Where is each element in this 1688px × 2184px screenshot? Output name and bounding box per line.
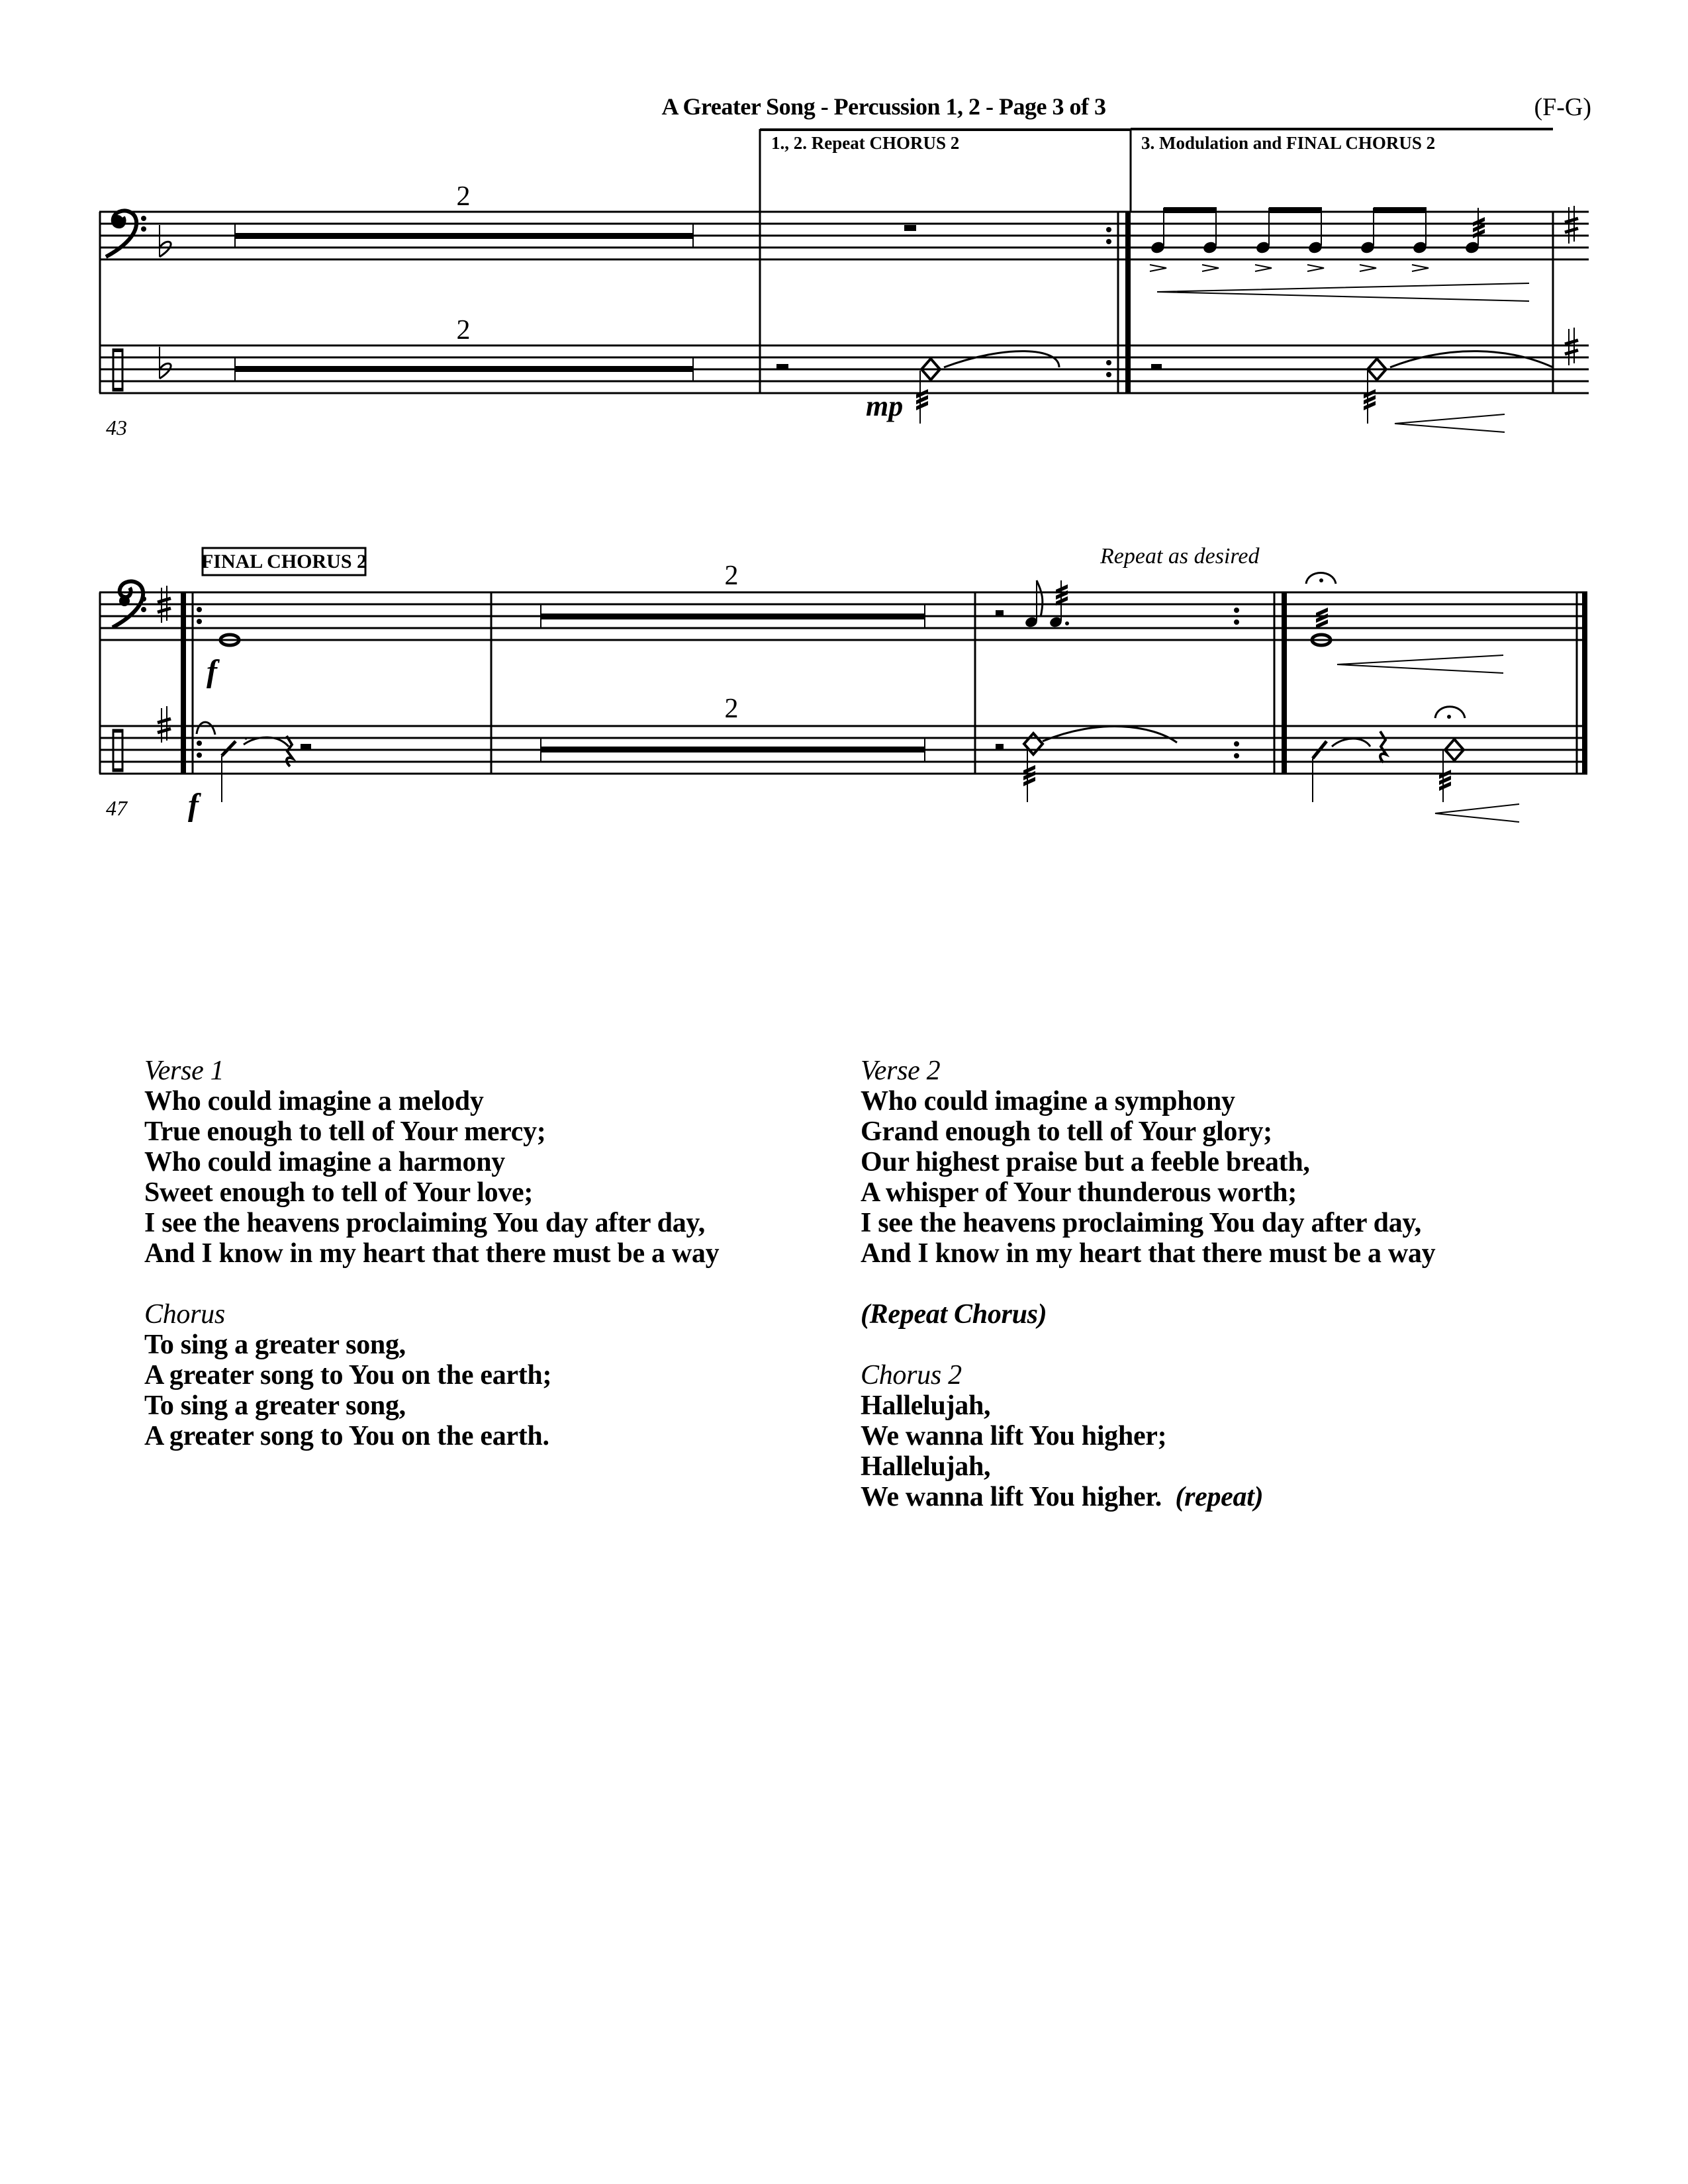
multi-measure-rest — [235, 181, 693, 248]
lyric-line: A greater song to You on the earth. — [144, 1421, 549, 1451]
lyric-text: We wanna lift You higher. — [861, 1482, 1162, 1512]
measure-number: 47 — [106, 796, 127, 820]
tie — [1043, 727, 1177, 743]
dynamic-mp: mp — [866, 390, 904, 422]
lyrics-section-verse-1 — [144, 1056, 719, 1269]
crescendo-hairpin — [1395, 414, 1505, 432]
section-heading: Chorus 2 — [861, 1360, 962, 1390]
decrescendo-hairpin — [1337, 655, 1503, 673]
tie — [1390, 351, 1553, 367]
measure-number: 43 — [106, 416, 127, 439]
half-rest-icon — [996, 744, 1004, 750]
half-rest-icon — [776, 364, 788, 370]
bass-clef-icon — [106, 211, 146, 257]
rehearsal-mark-label: FINAL CHORUS 2 — [201, 551, 367, 572]
lyric-line: Hallelujah, — [861, 1451, 991, 1482]
crescendo-hairpin — [1157, 283, 1529, 301]
tie — [944, 351, 1059, 367]
expression-repeat-as-desired: Repeat as desired — [1100, 544, 1260, 569]
system-1 — [99, 129, 1589, 439]
lyric-line: Who could imagine a harmony — [144, 1147, 505, 1177]
repeat-barline — [181, 592, 186, 774]
score-notation — [0, 0, 1688, 860]
multi-measure-rest — [541, 694, 925, 762]
crescendo-hairpin — [1435, 804, 1519, 822]
lyric-line: Who could imagine a melody — [144, 1086, 484, 1116]
accented-eighth-notes — [1150, 207, 1485, 271]
lyric-line: And I know in my heart that there must be a way — [144, 1238, 720, 1269]
diamond-half-note-tremolo — [1439, 739, 1464, 802]
multi-measure-rest — [235, 315, 693, 381]
slash-notehead — [222, 741, 236, 756]
multi-rest-count: 2 — [456, 181, 471, 212]
fermata-icon — [197, 722, 215, 735]
lyric-line: I see the heavens proclaiming You day after day, — [144, 1208, 706, 1238]
multi-rest-count: 2 — [724, 694, 739, 724]
lyrics-left-column — [144, 1056, 719, 1482]
lyric-line: True enough to tell of Your mercy; — [144, 1116, 546, 1147]
lyric-line: A whisper of Your thunderous worth; — [861, 1177, 1297, 1208]
tie — [1332, 739, 1370, 747]
quarter-rest-icon — [1380, 731, 1386, 762]
lyrics-right-column — [861, 1056, 1435, 1543]
lyric-line: To sing a greater song, — [144, 1390, 406, 1421]
lyric-line: To sing a greater song, — [144, 1330, 406, 1360]
ending-1-2-label: 1., 2. Repeat CHORUS 2 — [771, 133, 960, 153]
lyric-line: I see the heavens proclaiming You day after day, — [861, 1208, 1422, 1238]
lyric-line: Sweet enough to tell of Your love; — [144, 1177, 534, 1208]
half-rest-icon — [996, 610, 1004, 616]
multi-rest-count: 2 — [456, 315, 471, 345]
half-rest-icon — [301, 744, 311, 750]
flat-icon — [160, 225, 171, 257]
lyrics-section-repeat-chorus — [861, 1299, 1435, 1330]
section-heading: Verse 2 — [861, 1056, 941, 1086]
lyric-line: Grand enough to tell of Your glory; — [861, 1116, 1272, 1147]
lyrics-section-chorus — [144, 1299, 719, 1451]
repeat-note: (repeat) — [1175, 1482, 1264, 1512]
half-rest-icon — [1151, 364, 1162, 370]
lyrics-section-chorus-2 — [861, 1360, 1435, 1512]
ending-bracket-3 — [1131, 129, 1553, 212]
dynamic-f: f — [207, 654, 217, 689]
dynamic-f: f — [188, 788, 199, 823]
lyric-line: Hallelujah, — [861, 1390, 991, 1421]
ending-bracket-1-2 — [760, 129, 1131, 212]
lyric-line: We wanna lift You higher; — [861, 1421, 1167, 1451]
page-title-text: A Greater Song - Percussion 1, 2 - Page 3 of 3 — [661, 93, 1106, 120]
half-rest-icon — [904, 225, 916, 231]
multi-rest-count: 2 — [724, 561, 739, 591]
section-heading: Chorus — [144, 1299, 225, 1330]
multi-measure-rest — [541, 561, 925, 628]
lyrics-section-verse-2 — [861, 1056, 1435, 1269]
section-heading: Verse 1 — [144, 1056, 224, 1086]
lyric-line: Who could imagine a symphony — [861, 1086, 1235, 1116]
system-2 — [99, 544, 1587, 823]
rehearsal-mark — [201, 548, 367, 575]
lyric-line: And I know in my heart that there must be a way — [861, 1238, 1436, 1269]
lyric-line — [861, 1482, 1435, 1512]
section-heading: (Repeat Chorus) — [861, 1299, 1047, 1330]
ending-3-label: 3. Modulation and FINAL CHORUS 2 — [1141, 133, 1436, 153]
key-change-label: (F-G) — [1534, 93, 1591, 121]
diamond-half-note-tremolo — [1023, 733, 1043, 802]
lyric-line: A greater song to You on the earth; — [144, 1360, 552, 1390]
flat-icon — [160, 347, 171, 379]
lyric-line: Our highest praise but a feeble breath, — [861, 1147, 1310, 1177]
